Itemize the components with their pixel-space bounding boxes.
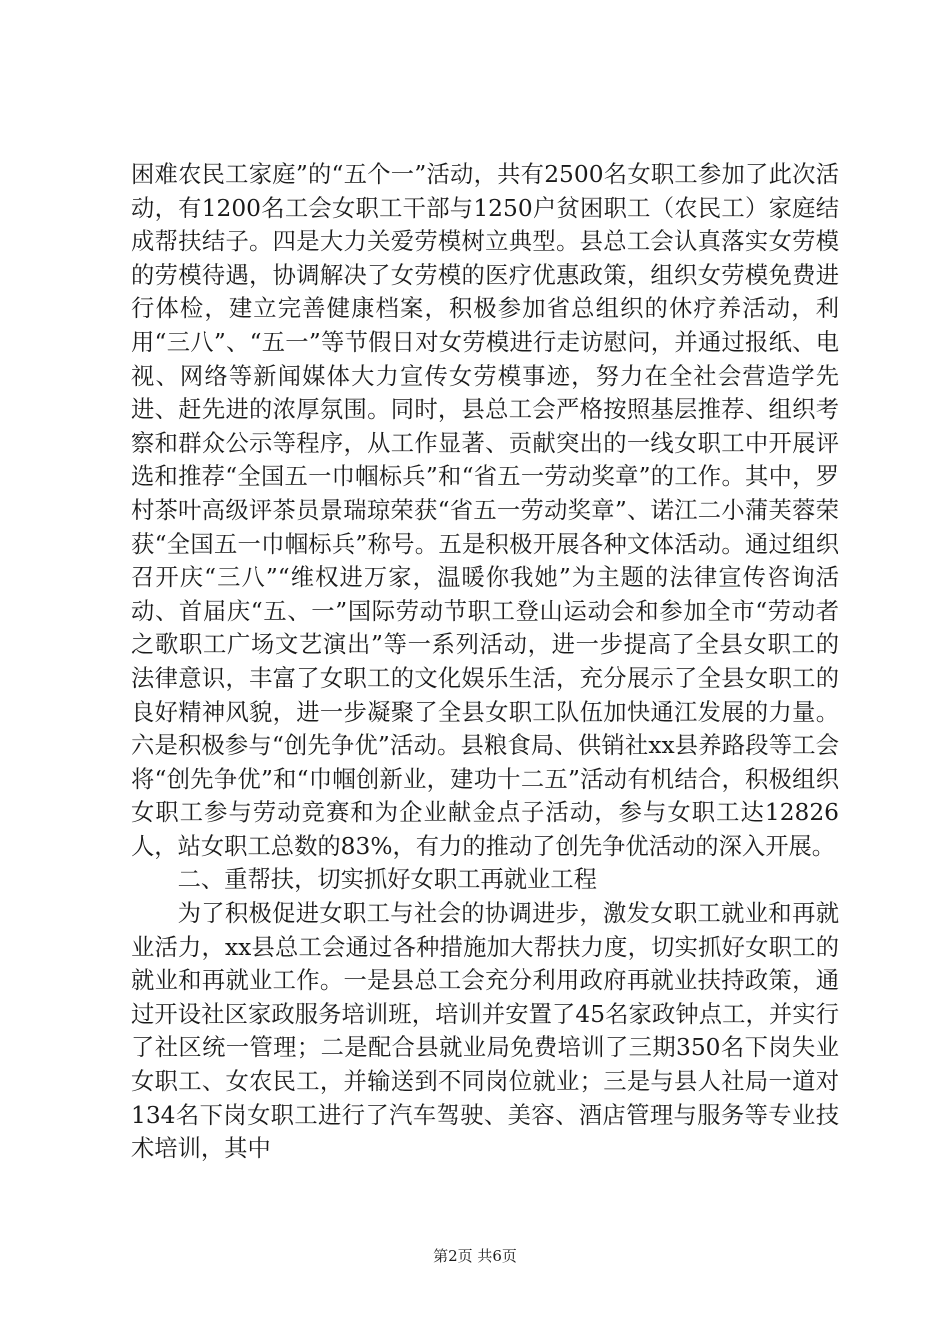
page-number-footer: 第2页 共6页 bbox=[433, 1247, 517, 1265]
paragraph-reemployment: 为了积极促进女职工与社会的协调进步，激发女职工就业和再就业活力，xx县总工会通过各种措施加大帮扶力度，切实抓好女职工的就业和再就业工作。一是县总工会充分利用政府再就业扶持政策，通过开设社区家政服务培训班，培训并安置了45名家政钟点工，并实行了社区统一管理；二是配合县就业局免费培训了三期350名下岗失业女职工、女农民工，并输送到不同岗位就业；三是与县人社局一道对134名下岗女职工进行了汽车驾驶、美容、酒店管理与服务等专业技术培训，其中 bbox=[131, 900, 839, 1163]
paragraph-continued: 困难农民工家庭”的“五个一”活动，共有2500名女职工参加了此次活动，有1200名工会女职工干部与1250户贫困职工（农民工）家庭结成帮扶结子。四是大力关爱劳模树立典型。县总工会认真落实女劳模的劳模待遇，协调解决了女劳模的医疗优惠政策，组织女劳模免费进行体检，建立完善健康档案，积极参加省总组织的休疗养活动，利用“三八”、“五一”等节假日对女劳模进行走访慰问，并通过报纸、电视、网络等新闻媒体大力宣传女劳模事迹，努力在全社会营造学先进、赶先进的浓厚氛围。同时，县总工会严格按照基层推荐、组织考察和群众公示等程序，从工作显著、贡献突出的一线女职工中开展评选和推荐“全国五一巾帼标兵”和“省五一劳动奖章”的工作。其中，罗村茶叶高级评茶员景瑞琼荣获“省五一劳动奖章”、诺江二小蒲芙蓉荣获“全国五一巾帼标兵”称号。五是积极开展各种文体活动。通过组织召开庆“三八”“维权进万家，温暖你我她”为主题的法律宣传咨询活动、首届庆“五、一”国际劳动节职工登山运动会和参加全市“劳动者之歌职工广场文艺演出”等一系列活动，进一步提高了全县女职工的法律意识，丰富了女职工的文化娱乐生活，充分展示了全县女职工的良好精神风貌，进一步凝聚了全县女职工队伍加快通江发展的力量。六是积极参与“创先争优”活动。县粮食局、供销社xx县养路段等工会将“创先争优”和“巾帼创新业，建功十二五”活动有机结合，积极组织女职工参与劳动竞赛和为企业献金点子活动，参与女职工达12826人，站女职工总数的83%，有力的推动了创先争优活动的深入开展。 bbox=[131, 161, 839, 860]
document-body bbox=[131, 158, 839, 1166]
section-heading: 二、重帮扶，切实抓好女职工再就业工程 bbox=[177, 866, 597, 894]
